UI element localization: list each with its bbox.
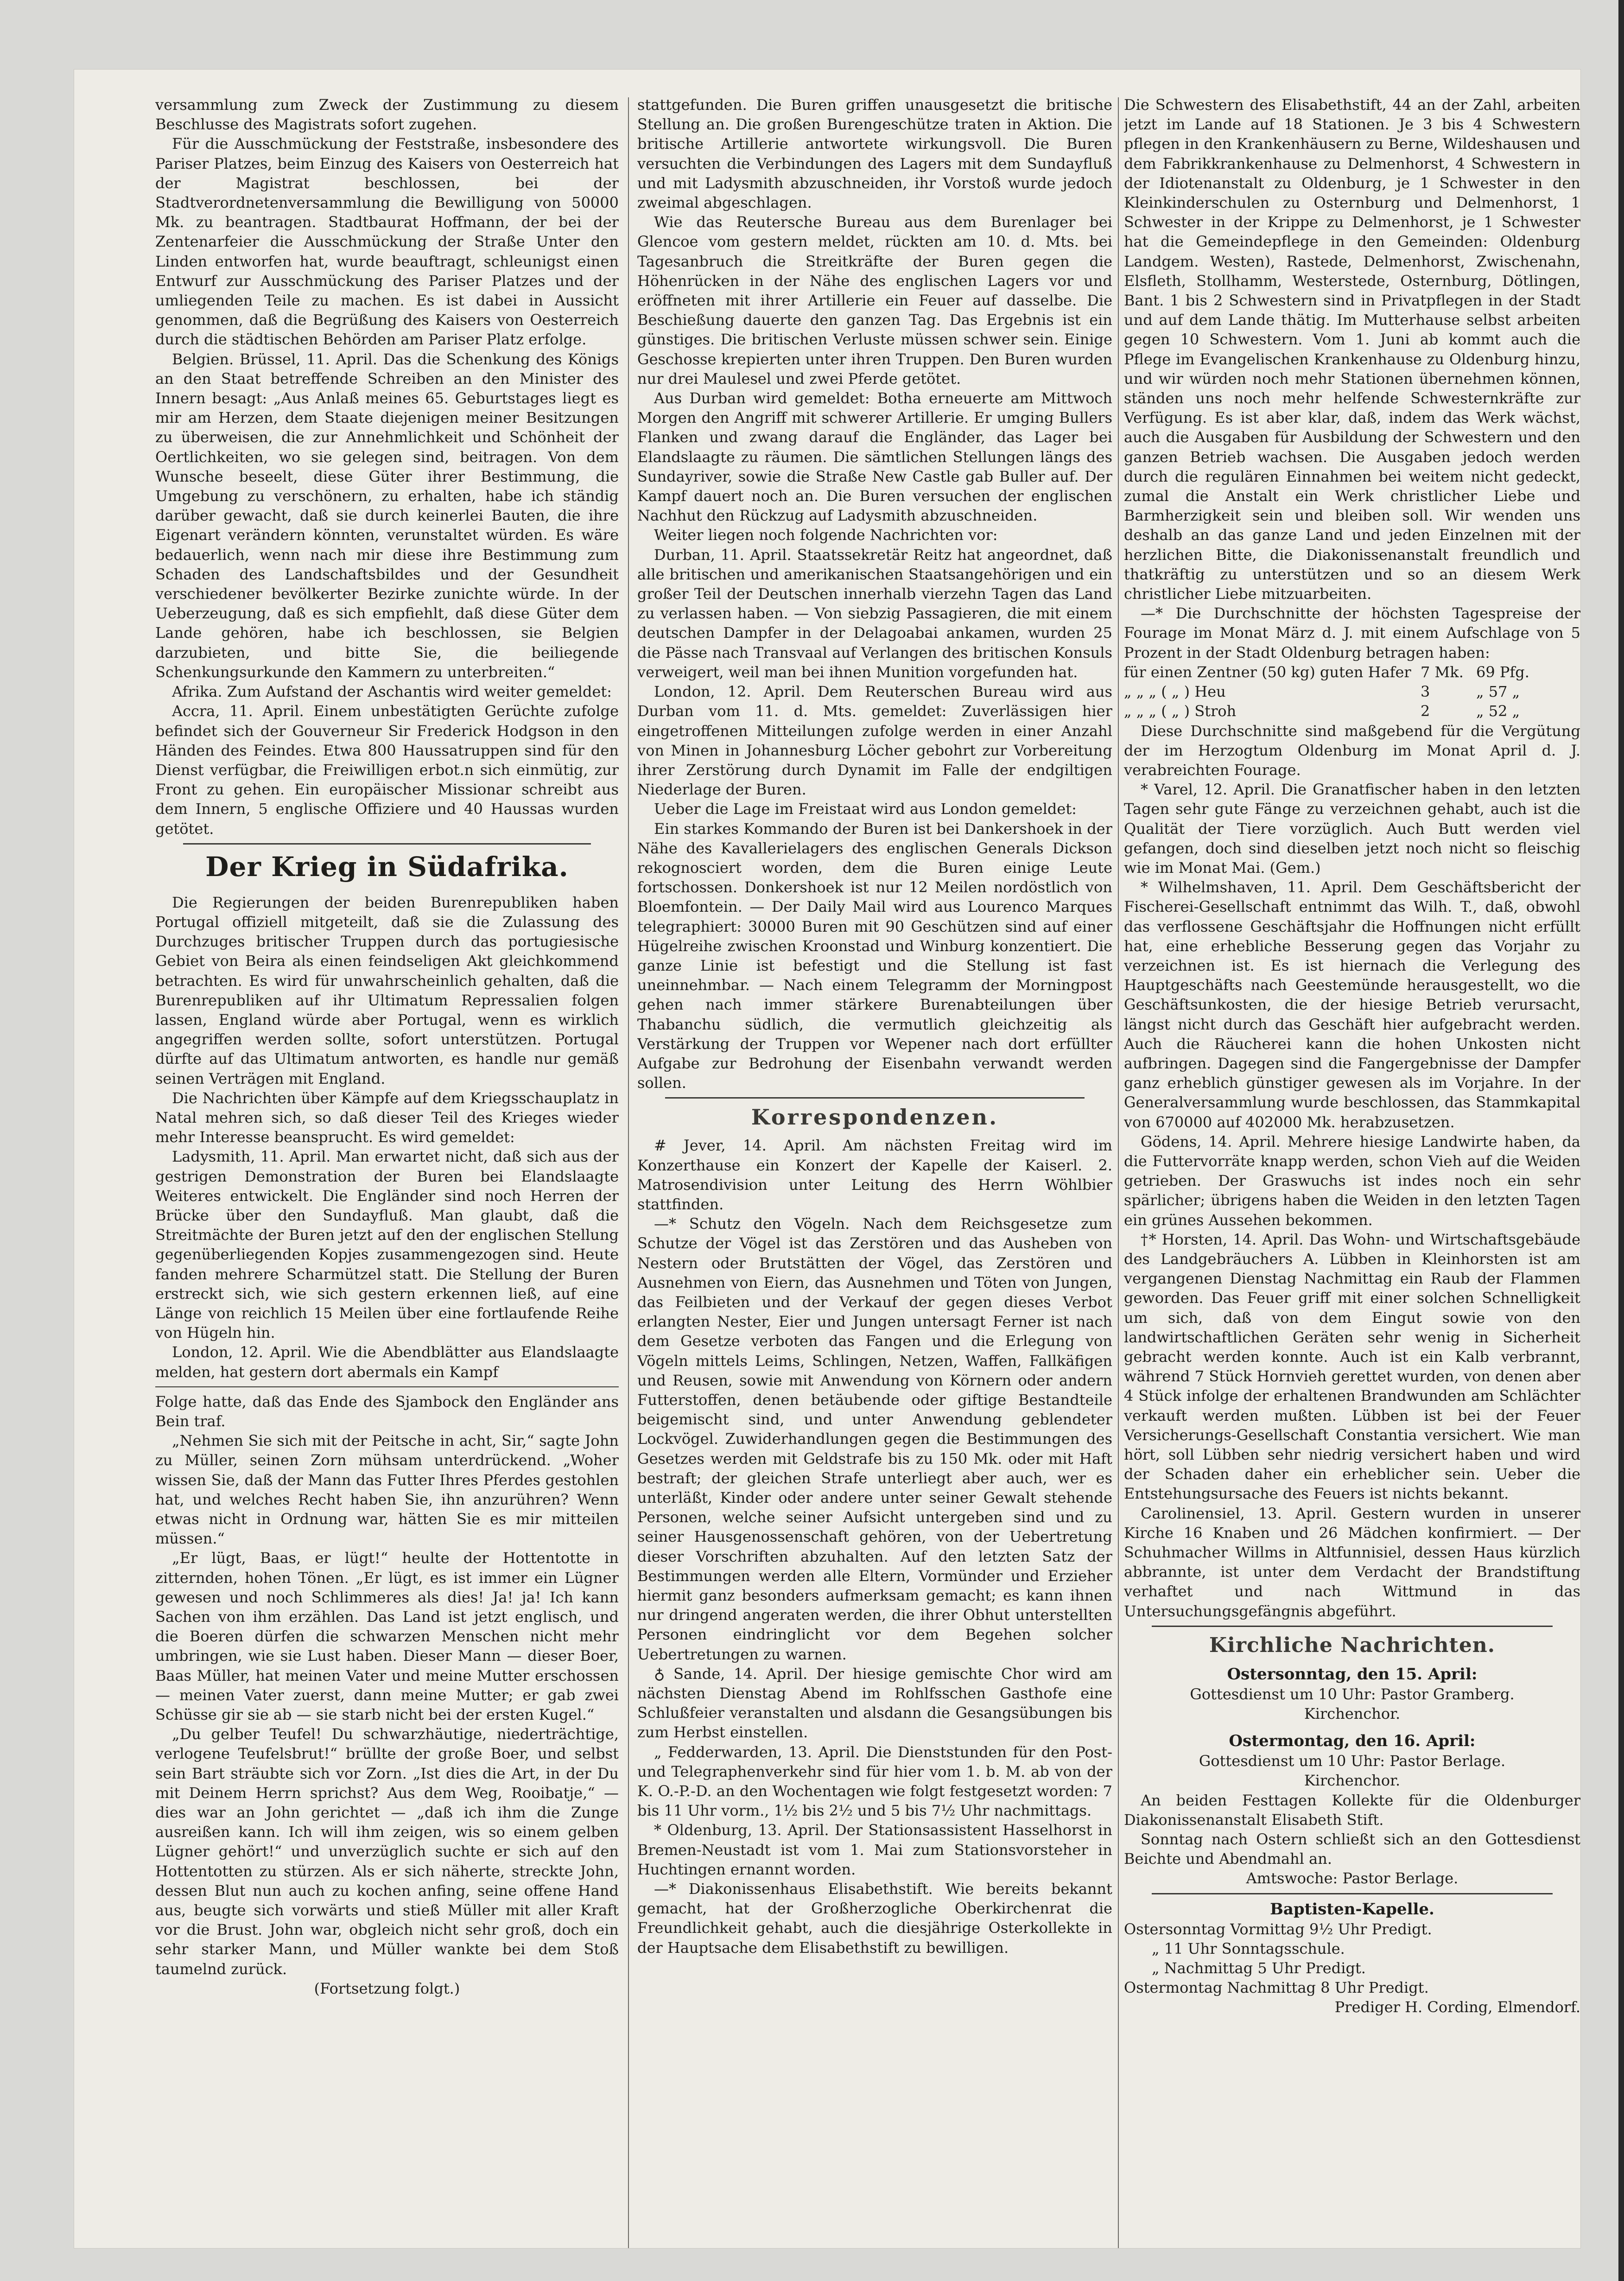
service-line: Gottesdienst um 10 Uhr: Pastor Gramberg. bbox=[1190, 1685, 1515, 1703]
paragraph-carolinensiel: Carolinensiel, 13. April. Gestern wurden in unserer Kirche 16 Knaben und 26 Mädchen konfirmiert. — Der Schuhmacher Willms in Altfunnisiel, dessen Haus kürzlich abbrannte, ist unter dem Verdacht der Brandstiftung verhaftet und nach Wittmund in das Untersuchungsgefängnis abgeführt. bbox=[1124, 1504, 1580, 1620]
service-line: Gottesdienst um 10 Uhr: Pastor Berlage. bbox=[1199, 1752, 1506, 1770]
paragraph: stattgefunden. Die Buren griffen unausgesetzt die britische Stellung an. Die großen Burengeschütze traten in Aktion. Die britische Artillerie antwortete wirkungsvoll. Die Buren versuchten die Verbindungen des Lagers mit dem Sundayfluß und mit Ladysmith abzuschneiden, ihr Vorstoß wurde jedoch zweimal abgeschlagen. bbox=[637, 96, 1112, 212]
baptist-heading: Baptisten-Kapelle. bbox=[1270, 1900, 1434, 1919]
divider bbox=[183, 843, 591, 845]
paragraph-oldenburg: * Oldenburg, 13. April. Der Stationsassistent Hasselhorst in Bremen-Neustadt ist vom 1. Mai zum Stationsvorsteher in Huchtingen ernannt worden. bbox=[637, 1821, 1112, 1878]
paragraph-diakonissenhaus: —* Diakonissenhaus Elisabethstift. Wie bereits bekannt gemacht, hat der Großherzogliche Oberkirchenrat die Freundlichkeit gehabt, auch die diesjährige Osterkollekte in der Hauptsache dem Elisabethstift zu bewilligen. bbox=[637, 1880, 1112, 1957]
paragraph-accra: Accra, 11. April. Einem unbestätigten Gerüchte zufolge befindet sich der Gouverneur Sir Frederick Hodgson in den Händen des Feindes. Etwa 800 Haussatruppen sind für den Dienst verfügbar, die Freiwilligen erbot.n sich einmütig, zur Front zu gehen. Ein europäischer Missionar schreibt aus dem Innern, 5 englische Offiziere und 40 Haussas wurden getötet. bbox=[155, 702, 619, 838]
divider bbox=[1152, 1893, 1553, 1894]
paragraph-goedens: Gödens, 14. April. Mehrere hiesige Landwirte haben, da die Futtervorräte knapp werden, schon Vieh auf die Weiden getrieben. Der Graswuchs ist indes noch ein sehr spärlicher; übrigens haben die Weiden in den letzten Tagen ein grünes Aussehen bekommen. bbox=[1124, 1132, 1580, 1229]
service-line: Kirchenchor. bbox=[1304, 1772, 1401, 1790]
paragraph: London, 12. April. Wie die Abendblätter aus Elandslaagte melden, hat gestern dort abermals ein Kampf bbox=[155, 1343, 619, 1381]
paragraph-afrika: Afrika. Zum Aufstand der Aschantis wird weiter gemeldet: bbox=[172, 683, 612, 701]
column-rule bbox=[628, 97, 629, 2248]
paragraph: An beiden Festtagen Kollekte für die Oldenburger Diakonissenanstalt Elisabeth Stift. bbox=[1124, 1791, 1580, 1829]
paragraph: Amtswoche: Pastor Berlage. bbox=[1246, 1869, 1459, 1887]
divider bbox=[1152, 1626, 1553, 1627]
story-paragraph: „Du gelber Teufel! Du schwarzhäutige, niederträchtige, verlogene Teufelsbrut!“ brüllte der große Boer, und selbst sein Bart sträubte sich vor Zorn. „Ist dies die Art, in der Du mit Deinem Herrn sprichst? Aus dem Weg, Rooibatje,“ — dies war an John gerichtet — „daß ich ihm die Zunge ausreißen kann. Ich will ihm zeigen, wis so einem gelben Lügner gehört!“ und unverzüglich suchte er sich auf den Hottentotten zu stürzen. Als er sich näherte, streckte John, dessen Blut nun auch zu kochen anfing, seine offene Hand aus, beugte sich vorwärts und stieß Müller mit aller Kraft vor die Brust. John war, obgleich nicht sehr groß, doch ein sehr starker Mann, und Müller wankte bei dem Stoß taumelnd zurück. bbox=[155, 1725, 619, 1978]
price-row: „ „ „ ( „ ) Stroh 2 „ 52 „ bbox=[1124, 702, 1520, 720]
section-heading-war: Der Krieg in Südafrika. bbox=[205, 851, 569, 883]
paragraph-durban: Durban, 11. April. Staatssekretär Reitz hat angeordnet, daß alle britischen und amerikanischen Staatsangehörigen und ein großer Teil der Deutschen innerhalb vierzehn Tagen das Land zu verlassen haben. — Von siebzig Passagieren, die mit einem deutschen Dampfer in der Delagoabai ankamen, wurden 25 die Pässe nach Transvaal auf Verlangen des britischen Konsuls verweigert, weil man bei ihnen Munition vorgefunden hat. bbox=[637, 546, 1112, 681]
section-heading-correspondence: Korrespondenzen. bbox=[751, 1105, 999, 1130]
paragraph-sande: ♁ Sande, 14. April. Der hiesige gemischte Chor wird am nächsten Dienstag Abend im Rohlfsschen Gasthofe eine Schlußfeier veranstalten und alsdann die Gesangsübungen bis zum Herbst einstellen. bbox=[637, 1665, 1112, 1741]
service-line: Kirchenchor. bbox=[1304, 1705, 1401, 1723]
paragraph: Ueber die Lage im Freistaat wird aus London gemeldet: bbox=[654, 800, 1077, 818]
paragraph: Diese Durchschnitte sind maßgebend für die Vergütung der im Herzogtum Oldenburg im Monat April d. J. verabreichten Fourage. bbox=[1124, 722, 1580, 779]
paragraph-prices: —* Die Durchschnitte der höchsten Tagespreise der Fourage im Monat März d. J. mit einem Aufschlage von 5 Prozent in der Stadt Oldenburg betragen haben: bbox=[1124, 604, 1580, 661]
column-right bbox=[1124, 95, 1580, 2017]
paragraph: Aus Durban wird gemeldet: Botha erneuerte am Mittwoch Morgen den Angriff mit schwerer Artillerie. Er umging Bullers Flanken und zwang darauf die Engländer, das Lager bei Elandslaagte zu räumen. Die sämtlichen Stellungen längs des Sundayriver, sowie die Straße New Castle gab Buller auf. Der Kampf dauert noch an. Die Buren versuchen der englischen Nachhut den Rückzug auf Ladysmith abzuschneiden. bbox=[637, 389, 1112, 525]
paragraph-london: London, 12. April. Dem Reuterschen Bureau wird aus Durban vom 11. d. Mts. gemeldet: Zuverlässigen hier eingetroffenen Mitteilungen zufolge werden in einer Anzahl von Minen in Johannesburg Löcher gebohrt zur Vorbereitung ihrer Zerstörung durch Dynamit im Falle der endgiltigen Niederlage der Buren. bbox=[637, 683, 1112, 799]
price-table bbox=[1124, 662, 1580, 721]
price-row: für einen Zentner (50 kg) guten Hafer 7 Mk. 69 Pfg. bbox=[1124, 663, 1529, 681]
paragraph-birds: —* Schutz den Vögeln. Nach dem Reichsgesetze zum Schutze der Vögel ist das Zerstören und das Ausheben von Nestern oder Brutstätten der Vögel, das Zerstören und Ausnehmen von Eiern, das Ausnehmen und Töten von Jungen, das Feilbieten und der Verkauf der gegen dieses Verbot erlangten Nester, Eier und Jungen untersagt Ferner ist nach dem Gesetze verboten das Fangen und die Erlegung von Vögeln mittels Leims, Schlingen, Netzen, Waffen, Fallkäfigen und Reusen, sowie mit Anwendung von Körnern oder andern Futterstoffen, denen betäubende oder giftige Bestandteile beigemischt sind, und unter Anwendung geblendeter Lockvögel. Zuwiderhandlungen gegen die Bestimmungen des Gesetzes werden mit Geldstrafe bis zu 150 Mk. oder mit Haft bestraft; der gleichen Strafe unterliegt aber auch, wer es unterläßt, Kinder oder andere unter seiner Gewalt stehende Personen, welche seiner Aufsicht untergeben sind und zu seiner Hausgenossenschaft gehören, von der Uebertretung dieser Vorschriften abzuhalten. Auf den letzten Satz der Bestimmungen werden alle Eltern, Vormünder und Erzieher hiermit ganz besonders aufmerksam gemacht; es kann ihnen nur dringend angeraten werden, die ihrer Obhut unterstellten Personen eindringlicht vor dem Begehen solcher Uebertretungen zu warnen. bbox=[637, 1215, 1112, 1663]
service-title: Ostermontag, den 16. April: bbox=[1229, 1732, 1476, 1751]
paragraph: versammlung zum Zweck der Zustimmung zu diesem Beschlusse des Magistrats sofort zugehen. bbox=[155, 96, 619, 133]
paragraph: Für die Ausschmückung der Feststraße, insbesondere des Pariser Platzes, beim Einzug des Kaisers von Oesterreich hat der Magistrat beschlossen, bei der Stadtverordnetenversammlung die Bewilligung von 50000 Mk. zu beantragen. Stadtbaurat Hoffmann, der bei der Zentenarfeier die Ausschmückung der Straße Unter den Linden entworfen hat, wurde beauftragt, schleunigst einen Entwurf zur Ausschmückung des Pariser Platzes und der umliegenden Teile zu machen. Es ist dabei in Aussicht genommen, daß die Begrüßung des Kaisers von Oesterreich durch die städtischen Behörden am Pariser Platz erfolge. bbox=[155, 135, 619, 349]
paragraph-fedderwarden: „ Fedderwarden, 13. April. Die Dienststunden für den Post- und Telegraphenverkehr sind für hier vom 1. b. M. ab von der K. O.-P.-D. an den Wochentagen wie folgt festgesetzt worden: 7 bis 11 Uhr vorm., 1½ bis 2½ und 5 bis 7½ Uhr nachmittags. bbox=[637, 1743, 1112, 1820]
paragraph-wilhelmshaven: * Wilhelmshaven, 11. April. Dem Geschäftsbericht der Fischerei-Gesellschaft entnimmt das Wilh. T., daß, obwohl das verflossene Geschäftsjahr die Hoffnungen nicht erfüllt hat, eine erhebliche Besserung gegen das Vorjahr zu verzeichnen ist. Es ist hiernach die Verlegung des Hauptgeschäfts nach Geestemünde herausgestellt, wo die Geschäftsunkosten, die der hiesige Betrieb verursacht, längst nicht durch das Geschäft hier aufgebracht werden. Auch die Räucherei kann die hohen Unkosten nicht aufbringen. Dagegen sind die Fangergebnisse der Dampfer ganz erheblich günstiger gewesen als im Vorjahre. In der Generalversammlung wurde beschlossen, das Stammkapital von 670000 auf 402000 Mk. herabzusetzen. bbox=[1124, 878, 1580, 1131]
paragraph: Die Regierungen der beiden Burenrepubliken haben Portugal offiziell mitgeteilt, daß sie die Zulassung des Durchzuges britischer Truppen durch das portugiesische Gebiet von Beira als einen feindseligen Akt gleichkommend betrachten. Es wird für unwahrscheinlich gehalten, daß die Burenrepubliken auf ihr Ultimatum Repressalien folgen lassen, England würde aber Portugal, wenn es wirklich angegriffen werden sollte, sofort unterstützen. Portugal dürfte auf das Ultimatum antworten, es handle nur gemäß seinen Verträgen mit England. bbox=[155, 893, 619, 1087]
baptist-line: Ostersonntag Vormittag 9½ Uhr Predigt. bbox=[1124, 1920, 1432, 1938]
paragraph: Ein starkes Kommando der Buren ist bei Dankershoek in der Nähe des Kavallerielagers des englischen Generals Dickson rekognosciert worden, dem die Buren einige Leute fortschossen. Donkershoek ist nur 12 Meilen nordöstlich von Bloemfontein. — Der Daily Mail wird aus Lourenco Marques telegraphiert: 30000 Buren mit 90 Geschützen sind auf einer Hügelreihe zwischen Kroonstad und Winburg konzentiert. Die ganze Linie ist befestigt und die Stellung ist fast uneinnehmbar. — Nach einem Telegramm der Morningpost gehen nach immer stärkere Burenabteilungen über Thabanchu südlich, die vermutlich gleichzeitig als Verstärkung der Truppen vor Wepener nach dort erfüllter Aufgabe zur Bedrohung der Eisenbahn verwandt werden sollen. bbox=[637, 820, 1112, 1092]
story-paragraph: Folge hatte, daß das Ende des Sjambock den Engländer ans Bein traf. bbox=[155, 1392, 619, 1430]
feuilleton-divider bbox=[155, 1386, 619, 1387]
continuation-note: (Fortsetzung folgt.) bbox=[314, 1979, 460, 1997]
paragraph-jever: # Jever, 14. April. Am nächsten Freitag wird im Konzerthause ein Konzert der Kapelle der Kaiserl. 2. Matrosendivision unter Leitung des Herrn Wöhlbier stattfinden. bbox=[637, 1137, 1112, 1213]
story-paragraph: „Nehmen Sie sich mit der Peitsche in acht, Sir,“ sagte John zu Müller, seinen Zorn mühsam unterdrückend. „Woher wissen Sie, daß der Mann das Futter Ihres Pferdes gestohlen hat, und welches Recht haben Sie, ihn anzurühren? Wenn etwas nicht in Ordnung war, hätten Sie es mir mitteilen müssen.“ bbox=[155, 1432, 619, 1548]
page-edge bbox=[1618, 0, 1624, 2281]
paragraph-belgien: Belgien. Brüssel, 11. April. Das die Schenkung des Königs an den Staat betreffende Schreiben an den Minister des Innern besagt: „Aus Anlaß meines 65. Geburtstages liegt es mir am Herzen, dem Staate diejenigen meiner Besitzungen zu überweisen, die zur Annehmlichkeit und Schönheit der Oertlichkeiten, wo sie gelegen sind, beitragen. Von dem Wunsche beseelt, diese Güter ihrer Bestimmung, die Umgebung zu verschönern, zu erhalten, habe ich ständig darüber gewacht, daß sie durch keinerlei Bauten, die ihre Eigenart verändern könnten, verunstaltet würden. Es wäre bedauerlich, wenn nach mir diese ihre Bestimmung zum Schaden des Landschaftsbildes und der Gesundheit verschiedener bevölkerter Bezirke zunichte würde. In der Ueberzeugung, daß es sich empfiehlt, daß diese Güter dem Lande gehören, habe ich beschlossen, sie Belgien darzubieten, und bitte Sie, die beiliegende Schenkungsurkunde den Kammern zu unterbreiten.“ bbox=[155, 350, 619, 681]
baptist-line: „ Nachmittag 5 Uhr Predigt. bbox=[1152, 1959, 1366, 1977]
paragraph: Wie das Reutersche Bureau aus dem Burenlager bei Glencoe vom gestern meldet, rückten am 10. d. Mts. bei Tagesanbruch die Streitkräfte der Buren gegen die Höhenrücken in der Nähe des englischen Lagers vor und eröffneten mit ihrer Artillerie ein Feuer auf dasselbe. Die Beschießung dauerte den ganzen Tag. Das Ergebnis ist ein günstiges. Die britischen Verluste müssen schwer sein. Einige Geschosse krepierten unter ihren Truppen. Den Buren wurden nur drei Maulesel und zwei Pferde getötet. bbox=[637, 213, 1112, 388]
paragraph: Die Schwestern des Elisabethstift, 44 an der Zahl, arbeiten jetzt im Lande auf 18 Stationen. Je 3 bis 4 Schwestern pflegen in den Krankenhäusern zu Berne, Wildeshausen und dem Fabrikkrankenhause zu Delmenhorst, 4 Schwestern in der Idiotenanstalt zu Oldenburg, je 1 Schwester in den Kleinkinderschulen zu Osternburg und Delmenhorst, 1 Schwester in der Krippe zu Delmenhorst, je 1 Schwester hat die Gemeindepflege in den Gemeinden: Oldenburg Landgem. Westen), Rastede, Delmenhorst, Zwischenahn, Elsfleth, Stollhamm, Westerstede, Osternburg, Dötlingen, Bant. 1 bis 2 Schwestern sind in Privatpflegen in der Stadt und auf dem Lande thätig. Im Mutterhause selbst arbeiten gegen 10 Schwestern. Vom 1. Juni ab kommt auch die Pflege im Evangelischen Krankenhause zu Oldenburg hinzu, und wir würden noch mehr Stationen übernehmen können, ständen uns noch mehr helfende Schwesternkräfte zur Verfügung. Es ist aber klar, daß, indem das Werk wächst, auch die Ausgaben für Ausbildung der Schwestern und den ganzen Betrieb wachsen. Die Ausgaben jedoch werden durch die regulären Einnahmen bei weitem nicht gedeckt, zumal die Anstalt ein Werk christlicher Liebe und Barmherzigkeit sein und bleiben soll. Wir wenden uns deshalb an das ganze Land und jeden Einzelnen mit der herzlichen Bitte, die Diakonissenanstalt freundlich und thatkräftig zu unterstützen und so an diesem Werk christlicher Liebe mitzuarbeiten. bbox=[1124, 96, 1580, 603]
column-left bbox=[155, 95, 619, 1998]
column-middle bbox=[637, 95, 1112, 1957]
service-title: Ostersonntag, den 15. April: bbox=[1227, 1665, 1478, 1684]
baptist-line: Prediger H. Cording, Elmendorf. bbox=[1334, 1998, 1580, 2016]
story-paragraph: „Er lügt, Baas, er lügt!“ heulte der Hottentotte in zitternden, hohen Tönen. „Er lügt, es ist immer ein Lügner gewesen und noch Schlimmeres als dies! Ja! ja! Ich kann Sachen von ihm erzählen. Das Land ist jetzt englisch, und die Boeren dürfen die schwarzen Menschen nicht mehr umbringen, wie sie Lust haben. Dieser Mann — dieser Boer, Baas Müller, hat meinen Vater und meine Mutter erschossen — meinen Vater zuerst, dann meine Mutter; er gab zwei Schüsse gir sie ab — sie starb nicht bei der ersten Kugel.“ bbox=[155, 1549, 619, 1724]
paragraph: Weiter liegen noch folgende Nachrichten vor: bbox=[654, 526, 998, 544]
paragraph: Sonntag nach Ostern schließt sich an den Gottesdienst Beichte und Abendmahl an. bbox=[1124, 1830, 1580, 1868]
column-rule bbox=[1118, 97, 1119, 2248]
price-row: „ „ „ ( „ ) Heu 3 „ 57 „ bbox=[1124, 683, 1520, 701]
newspaper-page bbox=[74, 70, 1580, 2248]
section-heading-church: Kirchliche Nachrichten. bbox=[1209, 1633, 1496, 1657]
baptist-line: Ostermontag Nachmittag 8 Uhr Predigt. bbox=[1124, 1979, 1429, 1997]
baptist-line: „ 11 Uhr Sonntagsschule. bbox=[1152, 1939, 1345, 1957]
divider bbox=[665, 1097, 1085, 1099]
paragraph-horsten: †* Horsten, 14. April. Das Wohn- und Wirtschaftsgebäude des Landgebräuchers A. Lübben in Kleinhorsten ist am vergangenen Dienstag Nachmittag ein Raub der Flammen geworden. Das Feuer griff mit einer solchen Schnelligkeit um sich, daß von dem Eingut sowie von den landwirtschaftlichen Geräten sehr wenig in Sicherheit gebracht werden konnte. Auch ist ein Kalb verbrannt, während 7 Stück Hornvieh gerettet wurden, von denen aber 4 Stück infolge der erhaltenen Brandwunden am Schlächter verkauft werden mußten. Lübben ist bei der Feuer Versicherungs-Gesellschaft Constantia versichert. Wie man hört, soll Lübben sehr niedrig versichert haben und wird der Schaden daher ein erheblicher sein. Ueber die Entstehungsursache des Feuers ist nichts bekannt. bbox=[1124, 1230, 1580, 1503]
paragraph-varel: * Varel, 12. April. Die Granatfischer haben in den letzten Tagen sehr gute Fänge zu verzeichnen gehabt, auch ist die Qualität der Tiere vorzüglich. Auch Butt werden viel gefangen, doch sind dieselben jetzt noch nicht so fleischig wie im Monat Mai. (Gem.) bbox=[1124, 781, 1580, 877]
paragraph: Ladysmith, 11. April. Man erwartet nicht, daß sich aus der gestrigen Demonstration der Buren bei Elandslaagte Weiteres entwickelt. Die Engländer sind noch Herren der Brücke über den Sundayfluß. Man glaubt, daß die Streitmächte der Buren jetzt auf den der englischen Stellung gegenüberliegenden Kopjes zusammengezogen sind. Heute fanden mehrere Scharmützel statt. Die Stellung der Buren erstreckt sich, wie sich gestern erkennen ließ, auf eine Länge von reichlich 15 Meilen über eine fortlaufende Reihe von Hügeln hin. bbox=[155, 1148, 619, 1342]
paragraph: Die Nachrichten über Kämpfe auf dem Kriegsschauplatz in Natal mehren sich, so daß dieser Teil des Krieges wieder mehr Interesse beansprucht. Es wird gemeldet: bbox=[155, 1089, 619, 1146]
